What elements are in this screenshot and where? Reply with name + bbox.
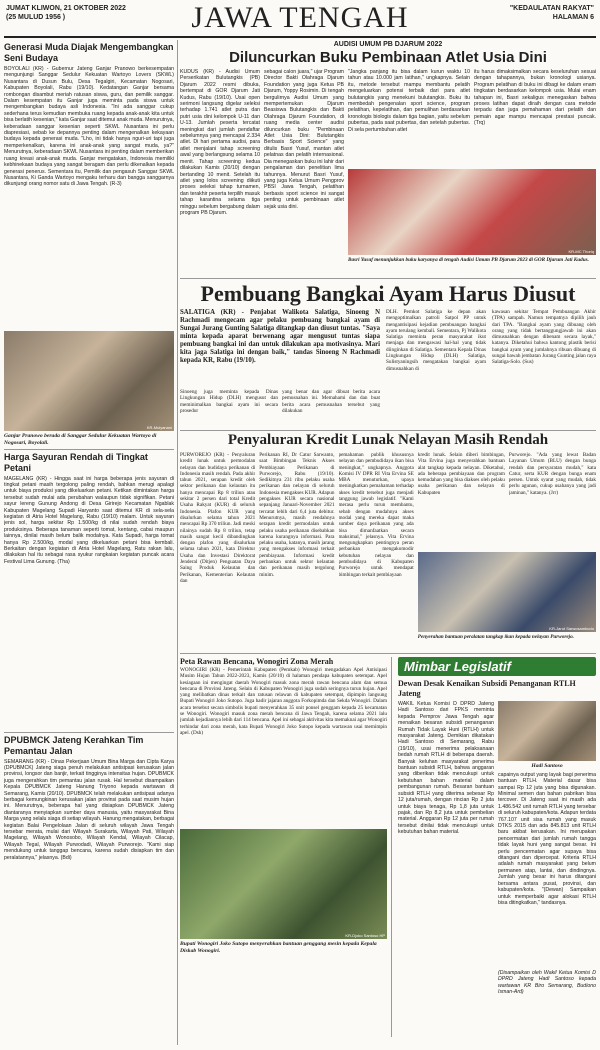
article-heading-audisi: Diluncurkan Buku Pembinaan Atlet Usia Dini — [229, 49, 547, 66]
mimbar-legislatif — [398, 657, 596, 1037]
divider — [180, 278, 596, 279]
masthead-right — [444, 4, 594, 22]
kredit-right-block — [418, 452, 596, 650]
photo-wonogiri — [180, 829, 387, 939]
article-body-bangkai-col2: yang benar dan agar dibuat berita acara pemusnahan ini. Memahami dan dan buat berita acara pemusnahan tersebut yang dilakukan — [282, 389, 380, 414]
article-body-bangkai-col3: DLH. Pemkot Salatiga ke depan akan mengoptimalkan patroli Satpol PP untuk mengantisipasi kejadian pembuangan bangkai ayam terulang kembali. Sementara, Pj Walikota Salatiga meminta peran masyarakat ikut menjaga dan mengawasi hal-hal yang tidak diinginkan di Salatiga. Sementara Kepala Dinas Lingkungan Hidup (DLH) Salatiga, Sulistyaningsih mengatakan bangkai ayam dimusnahkan di — [386, 309, 486, 372]
masthead-left — [6, 4, 156, 22]
article-heading-wonogiri: Peta Rawan Bencana, Wonogiri Zona Merah — [180, 657, 334, 666]
article-body-audisi-col1: KUDUS (KR) - Audisi Umum Perserikatan Bulutangkis (PB) Djarum 2022 resmi dibuka, bertempat di GOR Djarum Jati Kudus, Rabu (19/10). Usai open serimoni langsung digelar seleksi terhadap 1.741 atlet putra dan putri usia dini kelompok U-11 dan U-13. Jumlah peserta tercatat meningkat dari jumlah pendaftar sebelumnya yang mencapai 2.334 atlet. Di hari pertama audisi, para atlet menjalani tahap screening awal yang berlangsung selama 10 menit. Tahap screening kedua dilakukan Kamis (20/10) dengan bertanding 10 menit. Setelah itu atlet yang lolos screening diikuti proses seleksi tahap turnamen, dan terakhir peserta terpilih masuk tahap karantina selama tiga minggu sebelum bergabung dalam program PB Djarum. — [180, 69, 260, 216]
article-note-rtlh: (Disampaikan oleh Wakil Ketua Komisi D DPRD Jateng Hadi Santoso kepada wartawan KR Biro Semarang, Budiono Isman-Ard) — [498, 969, 596, 996]
photo-credit: KR-MC Thoriq — [568, 249, 594, 254]
article-body-kredit-col2: Perikanan RI, Dr Catur Sarwanto, saat Bimbingan Teknis Akses Pembiayaan Perikanan di Purworejo, Rabu (19/10). Sedikitnya 231 ribu pelaku usaha perikanan dan nelayan di seluruh Indonesia mengakses KUR. Adapun pengakses KUR secara nasional sepanjang Januari-November 2021 tercatat lebih dari 6,4 juta debitur. Menurutnya, masih rendahnya serapan kredit permodalan untuk pelaku usaha perikanan disebabkan karena kurangnya informasi. Para pelaku usaha, katanya, masih jarang yang mengakses informasi terkait pembiayaan. Informasi kredit perbankan untuk sektor kelautan dan perikanan masih tergolong minim. — [259, 452, 335, 578]
article-body-harga-sayuran: MAGELANG (KR) - Hingga saat ini harga beberapa jenis sayuran di tingkat petani masih tergolong paling rendah, bahkan merugi apalagi untuk biaya produksi yang dikeluarkan petani. Ketikan dimintakan harga tersebut sudah mulai ada perubahan walaupun tidak signifikan. Petani sayur lereng Gunung Andong di Desa Girirejo Kecamatan Ngablak Kabupaten Magelang Supadi Haryanto saat ditemui KR di sela-sela kegiatan di Atria Hotel Magelang, Rabu (19/10) malam. Untuk sayuran jenis sol, harga sekitar Rp 1.500/kg di nilai sudah rendah biaya produksinya. Beberapa tanaman seperti tomat, kentang, cabai maupun lainnya, dinilai masih belum balik modalnya. Kata Supadi, harga tomat hanya Rp 2.500/kg, modal yang dikeluarkan petani bisa kembali. Berkaitan dengan kegiatan di Atria Hotel Magelang, Ratu rakan lalu, dilakukan hal itu sebagai rasa syukur rangkaian kegiatan puncak acara Festival Lima Gunung. (Tha) — [4, 475, 174, 565]
edition-hijri-date: (25 MULUD 1956 ) — [6, 14, 66, 21]
article-kicker-audisi: AUDISI UMUM PB DJARUM 2022 — [333, 41, 443, 48]
photo-caption-audisi: Basri Yusuf menunjukkan buku karyanya di tengah Audisi Umum PB Djarum 2023 di GOR Djarum Jati Kudus. — [348, 257, 589, 263]
article-body-kredit-col5: Purworejo. "Ada yang lewat Badan Layanan Umum (BLU) dengan bunga rendah dan persyaratan mudah," kata Catur, serta KUR dengan bunga enam persen. Untuk syarat yang mudah, tidak perlu agunan, cukup usahanya yang jadi jaminan," katanya. (Jrr) — [508, 452, 596, 496]
article-body-rtlh-col2: capainya output yang layak bagi penerima bantuan RTLH. Material dasar bisa sampai Rp 12 juta yang bisa digunakan. Minimal semen dan bahan pabrikan bisa tercover. Di Jateng saat ini masih ada 1.486.542 unit rumah RTLH yang tersebar di seluruh kabupaten/kota. Adapun terdata 767.107 unit sisa rumah yang masuk DTKS 2015 dan ada 845.813 unit RTLH baru akibat kerusakan. Ini merupakan pencermatan dari jumlah rumah tangga tidak layak huni yang sangat besar. Ini perlu pencermatan agar supaya bisa ditangani dan dipercepat. Kriteria RTLH adalah rumah masyarakat yang belum permanen atap, lantai, dan dindingnya. Jumlah yang besar ini harus ditangani bersama antara pusat, provinsi, dan kabupaten/kota. "(Dewan) Sampaikan untuk memperbaiki agar alokasi RTLH bisa ditingkatkan," tandasnya. — [498, 771, 596, 906]
bottom-section — [180, 657, 596, 1037]
masthead-title: JAWA TENGAH — [191, 1, 409, 34]
divider — [4, 449, 174, 450]
main-area — [180, 40, 596, 1037]
article-lead-bangkai: SALATIGA (KR) - Penjabat Walikota Salatiga, Sinoeng N Rachmadi mengecam agar pelaku pembuang bangkai ayam di Sungai Jurang Gunting Salatiga ditangkap dan diusut tuntas. "Saya minta kepada aparat berwenang agar mengusut tuntas siapa pembuang bangkai ini dan untuk dilakukan apa motivasinya. Mari kita jaga Salatiga ini dengan baik," tandas Sinoeng N Rachmadi kepada KR, Rabu (19/10). — [180, 309, 380, 364]
photo-caption-wonogiri: Bupati Wonogiri Joko Sutopo menyerahkan bantuan genggang mesin kepada Kepala Diskab Wonogiri. — [180, 941, 377, 954]
article-heading-kredit: Penyaluran Kredit Lunak Nelayan Masih Rendah — [227, 432, 549, 448]
article-body-kredit-col3: pemahaman publik khususnya nelayan dan pembudidaya ikan bisa meningkat," ungkapnya. Anggota Komisi IV DPR RI Vita Ervina SE MBA menuturkan, upaya meningkatkan pemahaman terhadap akses kredit tersebut juga menjadi tanggung jawab legislatif. "Kami merasa perlu turun membantu, sebab dengan mudahnya akses modal yang mereka dapat maka sumber daya perikanan yang ada bisa dimanfaatkan secara maksimal," jelasnya. Vita Ervina mengungkapkan pentingnya peran perbankan mengakomodir kebutuhan nelayan dan pembudidaya di Kabupaten Purworejo untuk mendapat bimbingan terkait pembiayaan — [338, 452, 414, 578]
article-body-dpubmck: SEMARANG (KR) - Dinas Pekerjaan Umum Bina Marga dan Cipta Karya (DPUBMCK) Jateng siaga penuh melakukan antisipasi kerusakan jalan provinsi, longsor dan banjir, terkait tingginya intensitas hujan. DPUBMCK juga mengerahkan tim pemantau jalan rusak. Hal tersebut disampaikan Kepala DPUBMCK Jateng Hanung Triyono kepada wartawan di Semarang, Kamis (20/10). DPUBMCK telah melakukan antisipasi adanya berbagai kemungkinan kerusakan jalan provinsi pada saat musim hujan ini. Menurutnya, beberapa hal yang disiapkan DPUBMCK Jateng diantaranya menyiapkan sumber daya manusia, yaitu masyarakat Bina Marga yang selalu siaga di setiap wilayah. Hanung mengatakan, berbagai kegiatan Balai Pengelolaan Jalan di seluruh wilayah Jawa Tengah tersebar merata, mulai dari Wilayah Surakarta, Wilayah Pati, Wilayah Magelang, Wilayah Wonosobo, Wilayah Kendal, Wilayah Cilacap, Wilayah Tegal, Wilayah Purwodadi, Wilayah Purworejo. "Kami siap mendukung untuk tanggap bencana, karena sudah disiapkan tim dan peralatannya," jelasnya. (Bdi) — [4, 758, 174, 861]
article-heading-harga-sayuran: Harga Sayuran Rendah di Tingkat Petani — [4, 451, 148, 473]
article-body-rtlh-col1: WAKIL Ketua Komisi D DPRD Jateng Hadi Santoso dari FPKS meminta kepada Pemprov Jawa Tengah agar menaikan besaran subsidi penanganan Rumah Tidak Layak Huni (RTLH) untuk masyarakat Jateng. Demikian dikatakan Hadi Santoso di Semarang, Rabu (19/10), usai menerima pelaksanaan bedah rumah RTLH di beberapa daerah. Banyak keluhan masyarakat penerima bantuan subsidi RTLH, bahwa anggaran yang diberikan tidak mencukupi untuk kebutuhan bahan material dalam pembangunan rumah. Besaran bantuan subsidi RTLH yang diterima sebesar Rp 12 juta/rumah, dengan rincian Rp 2 juta untuk biaya tenaga, Rp 1,8 juta untuk pajak, dan Rp 8,2 juta untuk pembelian material. Anggaran Rp 12 juta per rumah tersebut dinilai tidak mencukupi untuk kebutuhan bahan material. — [398, 701, 494, 836]
left-column — [4, 40, 178, 1045]
photo-audisi — [348, 169, 596, 255]
mimbar-banner: Mimbar Legislatif — [398, 657, 596, 676]
photo-credit: KR-Mulyanani — [146, 425, 172, 430]
audisi-right-block — [348, 69, 596, 274]
article-body-audisi-col3: "Jangka panjang itu bisa dalam kurun waktu 10 tahun atau 10.000 jam latihan," ungkapnya. Selain itu, metode tersebut mampu membantu pelatih mengeluarkan potensi terbaik dari para atlet bulutangkis yang menekuni bulutangkis. Buku itu membedah pengenalan sport science, program pelatihan, kepelatihan, dan pemulihan berdasarkan kronologis biologis dalam tiga bagian, yaitu sebelum pubertas, pada saat pubertas, dan setelah pubertas. Di sela pertumbuhan atlet — [348, 69, 470, 133]
article-heading-bangkai: Pembuang Bangkai Ayam Harus Diusut — [200, 281, 576, 306]
article-audisi — [180, 69, 596, 274]
article-kredit — [180, 452, 596, 650]
masthead-rule — [4, 36, 596, 38]
photo-hadi-santoso — [498, 701, 596, 761]
article-bangkai — [180, 309, 596, 427]
slogan: "KEDAULATAN RAKYAT" — [509, 5, 594, 12]
article-body-kredit-col4: kredit lunak. Selain diberi bimbingan, Vita Ervina juga menyerahkan bantuan alat tangkap kepada nelayan. Diketahui, ada beberapa pembiayaan dan program kemudahan yang bisa diakses oleh pelaku usaha perikanan dan nelayan di Kabupaten — [417, 452, 505, 496]
photo-sanggar — [4, 331, 174, 431]
article-body-audisi-col2: sebagai calon juara," ujar Program Director Bakti Olahraga Djarum Foundation yang juga Ketua PB Djarum, Yoppy Rosimin. Di tengah bergulirnya Audisi Umum yang mempertemukan Djarum Beasiswa Bulutangkis dan Bakti Olahraga Djarum Foundation, di ruang media center audisi diluncurkan buku "Pembinaan Atlet Usia Dini: Bulutangkis Berbasis Sport Science" yang ditulis Basri Yusuf, mantan atlet pelatnas dan pelatih internasional. Dia menegaskan buku ini lahir dari pengalaman dan penelitian lima tahunnya. Menurut Basri Yusuf, yang juga Ketua Umum Pengprov PBSI Jawa Tengah, pelatihan berbasis sport science ini sangat penting untuk pembinaan atlet sejak usia dini. — [264, 69, 344, 210]
photo-caption-kredit: Penyerahan bantuan peralatan tangkap ikan kepada nelayan Purworejo. — [417, 634, 574, 640]
page-number: HALAMAN 6 — [552, 14, 594, 21]
article-heading-seni-budaya: Generasi Muda Diajak Mengembangkan Seni Budaya — [4, 42, 174, 63]
divider — [180, 653, 596, 654]
photo-credit: KR-Djoko Santoso HP — [345, 933, 385, 938]
article-heading-rtlh: Dewan Desak Kenaikan Subsidi Penanganan RTLH Jateng — [398, 679, 576, 698]
article-body-audisi-col4: itu harus dimaksimalkan secara keseluruhan sesuai dengan tahapannya, bukan kronologi usianya. Program pelatihan di buku ini dibagi ke dalam enam tingkatan berdasarkan kelompok usia. Mulai enam tahapan ini, Basri sekaligus menegaskan bahwa proses latihan dapat diraih dengan cara metode terpadu dan juga pemahaman dari pelatih dan pemain agar mampu mencapai prestasi puncak. (Trq) — [474, 69, 596, 127]
article-body-bangkai-col4: kawasan sekitar Tempat Pembuangan Akhir (TPA) sampah. Namun tempatnya dipilih jauh dari TPA. "Bangkai ayam yang dibuang oleh orang yang tidak bertanggungjawab ini akan dimusnahkan dengan dibenam secara layak," katanya. Diketahui bahwa kantong plastik berisi bangkai ayam yang jumlahnya ribuan dibuang di sungai bawah jembatan Jurang Gunting jalan raya Salatiga-Solo. (Sus) — [492, 309, 596, 366]
edition-date: JUMAT KLIWON, 21 OKTOBER 2022 — [6, 5, 126, 12]
article-heading-dpubmck: DPUBMCK Jateng Kerahkan Tim Pemantau Jalan — [4, 734, 144, 756]
photo-credit: KR-Jarot Sarwosambodo — [549, 626, 594, 631]
divider — [4, 732, 174, 733]
article-body-seni-budaya: BOYOLALI (KR) - Gubernur Jateng Ganjar Pranowo berkesempatan mengunjungi Sanggar Sedulur Kekuatan Wartoyo Lovers (SKWL) Nusantara di Dusun Bulu, Desa Tegalgiri, Kecamatan Nogosari, Kabupaten Boyolali, Rabu (19/10). Kedatangan Ganjar bersama rombongan disambut meriah ratusan siswa, guru, dan pemilik sanggar. Dalam kesempatan itu Ganjar juga meminta pada siswa untuk mengembangkan budaya asli Indonesia. "Ini ada sanggar cukup sederhana terus kemudian membuka ruang kepada anak-anak kita untuk bisa berlatih kesenian," kata Ganjar saat ditemui anak muda. Menurutnya, keberadaan sanggar kesenian seperti SKWL Nusantara ini perlu diapresiasi, sebab ke depannya penting dalam mengenalkan kekayaan budaya kepada generasi muda. "Lho, ini tidak hanya nguri-uri tapi juga memperkenalkan, karena ini anak-anak yang sangat muda, ya?" Menurutnya, keberadaan SKWL Nusantara ini penting dalam memberikan ruang kreasi anak-anak muda. Ganjar mengatakan, Indonesia memiliki kebhinekaan budaya yang sangat beragam dan perlu dikenalkan kepada generasi penerus. Sementara itu, Pemilik dan pengasuh Sanggar SKWL Nusantara, Ki Ganda Wartoyo mengaku terharu dan bangga sanggarnya dikunjungi orang nomor satu di Jawa Tengah. (R-3) — [4, 66, 174, 188]
article-wonogiri — [180, 657, 392, 1037]
article-body-kredit-col1: PURWOREJO (KR) - Penyaluran kredit lunak untuk permodalan nelayan dan budidaya perikanan di Indonesia masih rendah. Pada akhir tahun 2021, serapan kredit oleh sektor perikanan dan kelautan itu hanya mencapai Rp 8 triliun atau sekitar 2 persen dari total Kredit Usaha Rakyat (KUR) di seluruh Indonesia. Plafon KUR yang disalurkan selama tahun 2021 mencapai Rp 370 triliun. Jadi meski nilainya sudah Rp 8 triliun, tetap masih sangat kecil dibandingkan dengan plafon yang disalurkan selama tahun 2021, kata Direktur Usaha dan Investasi Direktorat Jenderal (Ditjen) Penguatan Daya Saing Produk Kelautan dan Perikanan, Kementerian Kelautan dan — [180, 452, 256, 584]
article-body-bangkai-col1: Sinoeng juga meminta kepada Dinas Lingkungan Hidup (DLH) mengusut dan meminimalkan bangkai ayam ini secara prosedur — [180, 389, 278, 414]
photo-name-hadi-santoso: Hadi Santoso — [531, 763, 563, 769]
photo-kredit — [418, 552, 596, 632]
photo-caption-sanggar: Ganjar Pranowo berada di Sanggar Sedulur Kekuatan Wartoyo di Nogosari, Boyolali. — [4, 433, 157, 446]
article-body-wonogiri: WONOGIRI (KR) - Pemerintah Kabupaten (Pemkab) Wonogiri mengadakan Apel Antisipasi Musim Hujan Tahun 2022-2023, Kamis (20/10) di halaman pendapa kabupaten setempat. Apel kesiagaan ini mengingat daerah Wonogiri masuk zona merah rawan bencana alam dan semua bencana di Provinsi Jateng. Selain di Kabupaten Wonogiri juga sudah seringnya turun hujan. Apel yang melibatkan dinas terkait dan ratusan relawan di kabupaten setempat, dipimpin langsung Bupati Wonogiri Joko Sutopo. Juga hadir jajaran anggota Forkopimda dan Sekda Wonogiri. Dalam acara tersebut secara simbolis bupati menyerahkan 35 unit ponsel genggam kepada 25 kecamatan se Wonogiri. Wonogiri masuk zona merah bencana di Jawa Tengah, karena selama 2021 lalu jumlah kejadiannya lebih dari 114 bencana. Apel ini sebagai aktivitas kita memaknai agar Wonogiri terhindar dari zona merah, kata Bupati Wonogiri Joko Sutopo kepada wartawan usai memimpin apel. (Dsh) — [180, 667, 387, 736]
